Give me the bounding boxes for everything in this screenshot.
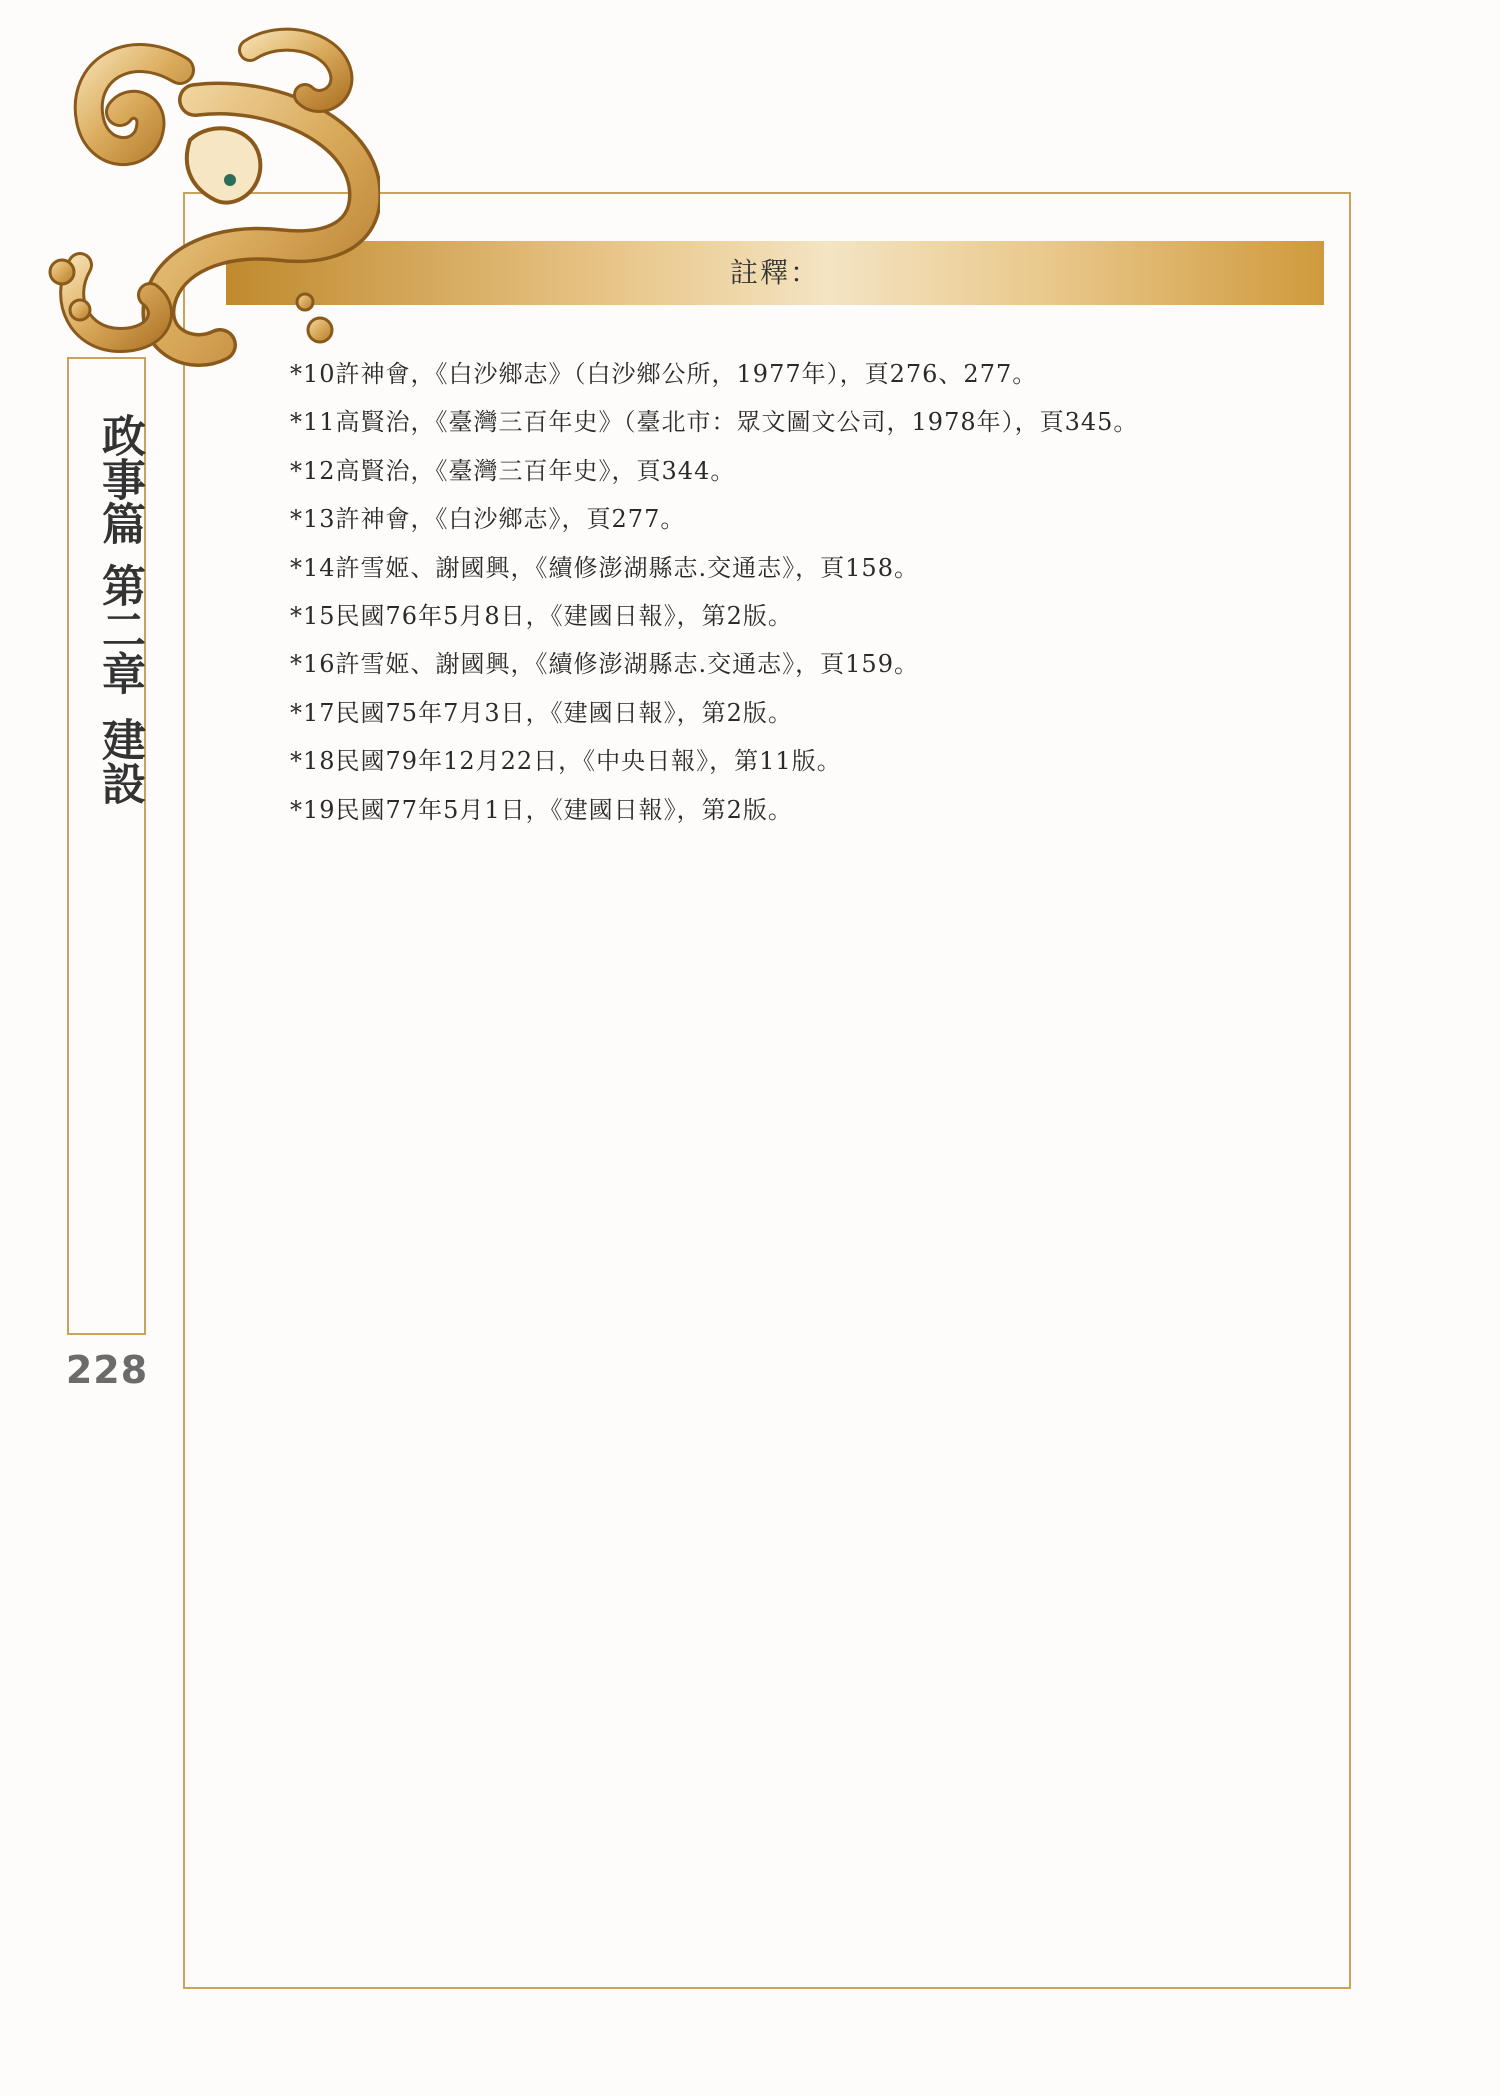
- notes-title: 註釋：: [729, 256, 820, 289]
- footnote-item: *11高賢治，《臺灣三百年史》（臺北市：眾文圖文公司，1978年），頁345。: [290, 408, 1139, 437]
- notes-header-banner: [226, 241, 1324, 305]
- footnote-item: *18民國79年12月22日，《中央日報》，第11版。: [290, 747, 842, 776]
- footnote-item: *13許神會，《白沙鄉志》，頁277。: [290, 505, 686, 534]
- footnote-item: *14許雪姬、謝國興，《續修澎湖縣志.交通志》，頁158。: [290, 553, 919, 582]
- footnote-list: [290, 350, 1330, 834]
- chapter-name: 第二章: [94, 563, 145, 695]
- footnote-item: *15民國76年5月8日，《建國日報》，第2版。: [290, 601, 793, 630]
- dragon-ornament-icon: [20, 10, 380, 380]
- footnote-item: *12高賢治，《臺灣三百年史》，頁344。: [290, 456, 736, 485]
- section-name: 政事篇: [94, 413, 145, 545]
- topic-name: 建設: [94, 717, 145, 805]
- chapter-heading: [69, 389, 144, 829]
- footnote-item: *10許神會，《白沙鄉志》（白沙鄉公所，1977年），頁276、277。: [290, 360, 1038, 388]
- footnote-item: *17民國75年7月3日，《建國日報》，第2版。: [290, 698, 793, 727]
- footnote-item: *19民國77年5月1日，《建國日報》，第2版。: [290, 795, 793, 824]
- page-number: 228: [65, 1348, 149, 1392]
- footnote-item: *16許雪姬、謝國興，《續修澎湖縣志.交通志》，頁159。: [290, 650, 919, 679]
- chapter-side-tab: [67, 357, 146, 1335]
